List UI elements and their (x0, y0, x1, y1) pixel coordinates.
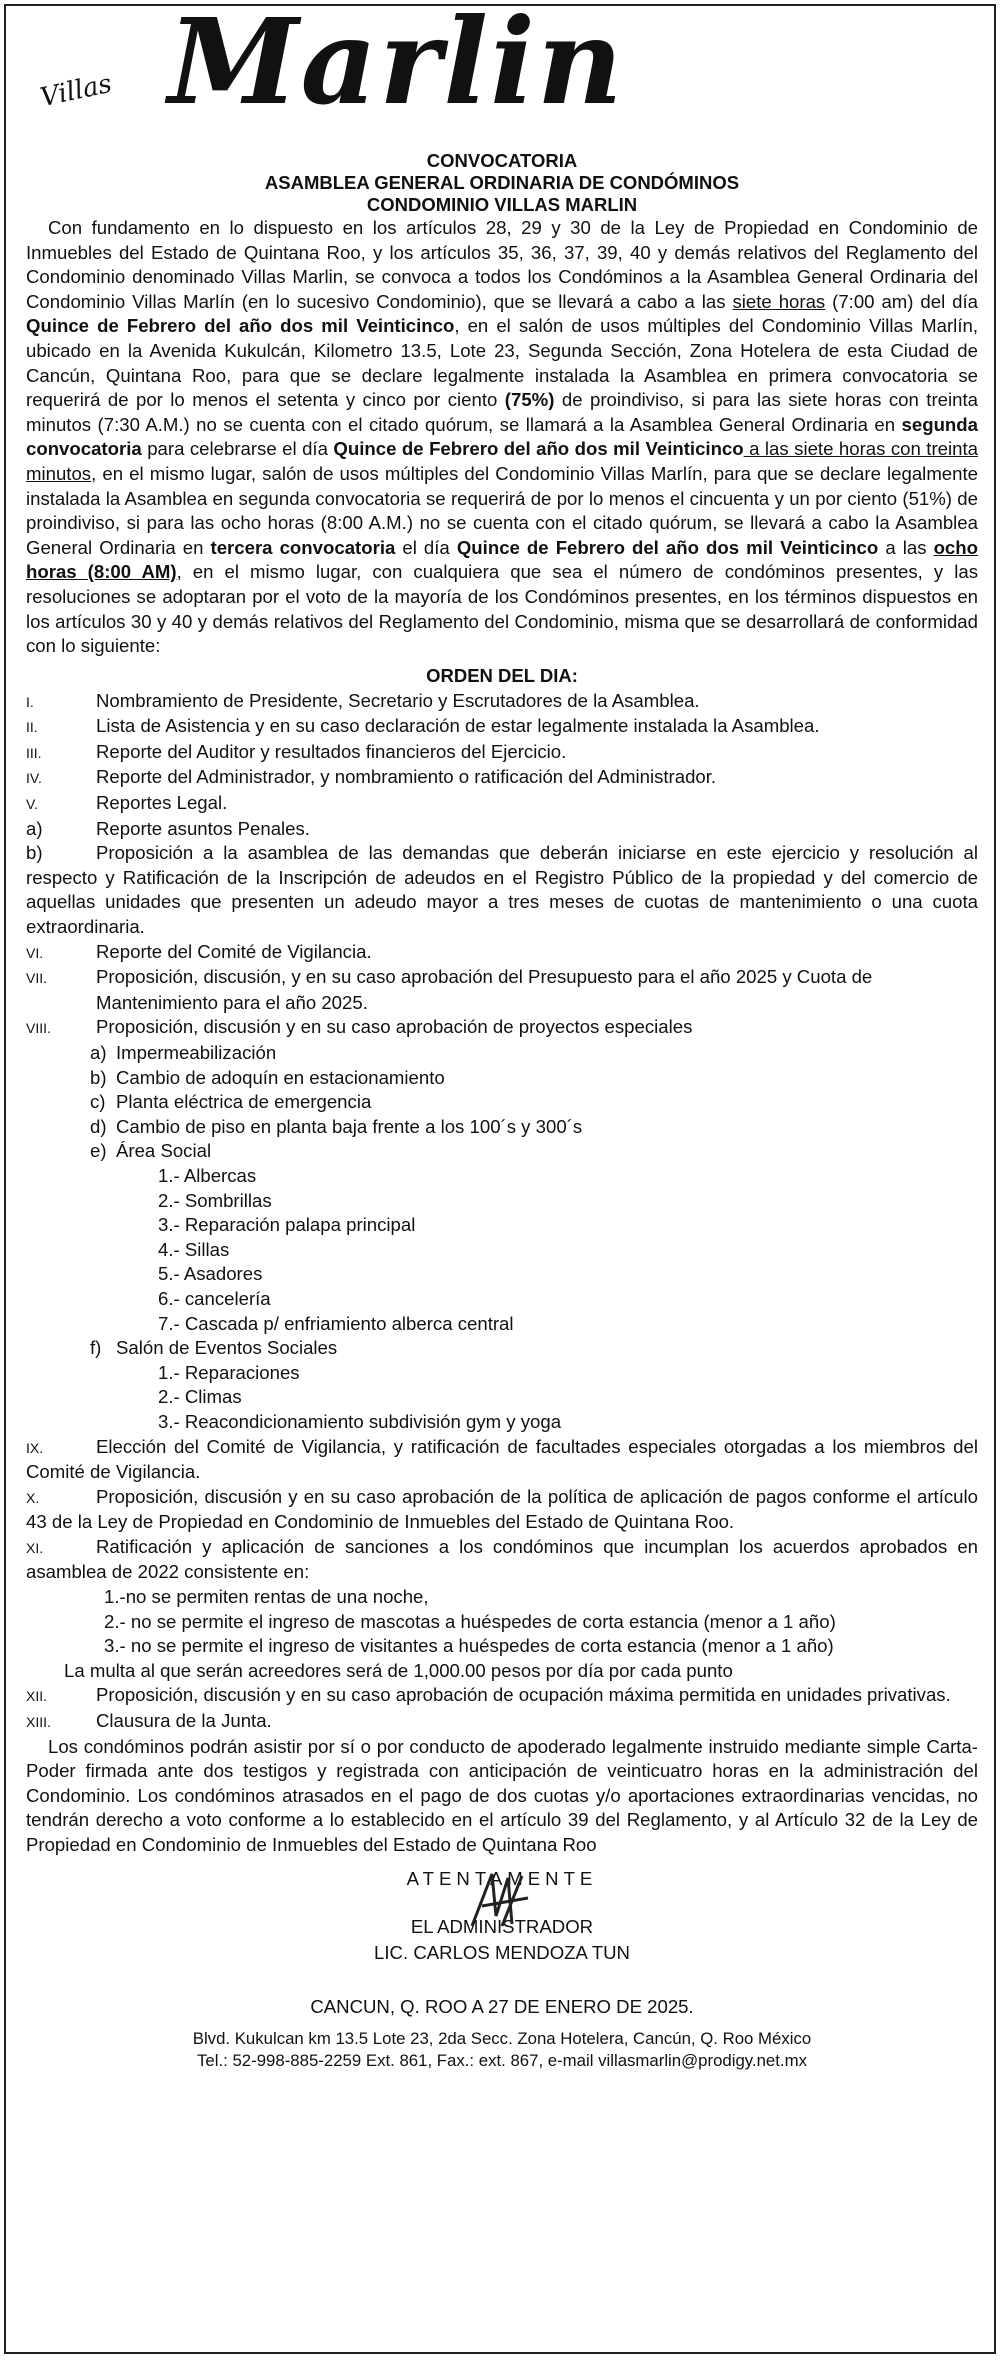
footer-address: Blvd. Kukulcan km 13.5 Lote 23, 2da Secc. Zona Hotelera, Cancún, Q. Roo México (192, 2028, 812, 2048)
agenda-subitem (26, 817, 978, 842)
social-item: 5.- Asadores (158, 1263, 263, 1285)
intro-third-call: tercera convocatoria (210, 536, 396, 558)
agenda-item (26, 965, 978, 1015)
agenda-number: III. (26, 744, 42, 761)
document-date: CANCUN, Q. ROO A 27 DE ENERO DE 2025. (310, 1995, 694, 2017)
agenda-text: Proposición a la asamblea de las demandas que deberán iniciarse en este ejercicio y resolución al respecto y Ratificación de la Inscripción de adeudos en el Registro Público de la propiedad y del comercio de aquellas unidades que presenten un adeudo mayor a tres meses de cuotas de mantenimiento o una cuota extraordinaria. (26, 842, 978, 938)
agenda-number: XI. (26, 1539, 44, 1556)
events-item: 1.- Reparaciones (158, 1361, 300, 1383)
project-letter: b) (90, 1066, 107, 1088)
intro-text: el día (395, 536, 457, 558)
agenda-text: Proposición, discusión y en su caso aprobación de proyectos especiales (96, 1016, 693, 1038)
footer-contact: Tel.: 52-998-885-2259 Ext. 861, Fax.: ext. 867, e-mail villasmarlin@prodigy.net.mx (197, 2050, 807, 2070)
agenda-text: Elección del Comité de Vigilancia, y ratificación de facultades especiales otorgadas a los miembros del Comité de Vigilancia. (26, 1435, 978, 1483)
agenda-letter: a) (26, 817, 43, 839)
agenda-text: Clausura de la Junta. (96, 1710, 272, 1732)
project-item (26, 1041, 978, 1066)
intro-text: (7:00 am) del día (825, 290, 978, 312)
agenda-item (26, 1435, 978, 1485)
intro-text: , en el mismo lugar, salón de usos múltiples del Condominio Villas Marlín, para que se declare legalmente instalada la Asamblea en segunda convocatoria se requerirá de por lo menos el cincuenta y un por ciento (51%) de proindiviso, si para las ocho horas (8:00 A.M.) no se cuenta con el citado quórum, se llevará a cabo la Asamblea General Ordinaria en (26, 462, 978, 558)
intro-text: de proindiviso, si para las siete horas con treinta minutos (7:30 A.M.) no se cuenta con el citado quórum, se llamará a la Asamblea General Ordinaria en (26, 389, 978, 435)
project-letter: f) (90, 1337, 102, 1359)
project-text: Salón de Eventos Sociales (116, 1337, 338, 1359)
social-item: 6.- cancelería (158, 1287, 271, 1309)
intro-date-second: Quince de Febrero del año dos mil Veinticinco (333, 438, 744, 460)
signature-scribble (462, 1866, 542, 1936)
logo-marlin-text: Marlin (168, 0, 625, 131)
agenda-title: ORDEN DEL DIA: (426, 664, 578, 686)
agenda-text: Reporte asuntos Penales. (96, 817, 310, 839)
intro-text: , en el mismo lugar, con cualquiera que sea el número de condóminos presentes, y las resoluciones se adoptaran por el voto de la mayoría de los Condóminos presentes, en los términos dispuestos en los artículos 30 y 40 y demás relativos del Reglamento del Condominio, misma que se desarrollará de conformidad con lo siguiente: (26, 561, 978, 657)
project-letter: d) (90, 1115, 107, 1137)
agenda-number: XIII. (26, 1714, 51, 1731)
agenda-number: I. (26, 693, 34, 710)
signature-name: LIC. CARLOS MENDOZA TUN (374, 1941, 630, 1963)
sanction-item: 3.- no se permite el ingreso de visitantes a huéspedes de corta estancia (menor a 1 año) (104, 1635, 834, 1657)
intro-quorum-first: (75%) (504, 389, 555, 411)
agenda-number: X. (26, 1489, 40, 1506)
project-letter: e) (90, 1140, 107, 1162)
signature-role: EL ADMINISTRADOR (410, 1915, 594, 1937)
intro-paragraph (26, 216, 978, 659)
agenda-item (26, 1015, 978, 1041)
agenda-text: Nombramiento de Presidente, Secretario y Escrutadores de la Asamblea. (96, 689, 700, 711)
events-item: 2.- Climas (158, 1386, 242, 1408)
project-item (26, 1115, 978, 1140)
project-item (26, 1336, 978, 1361)
fine-note: La multa al que serán acreedores será de 1,000.00 pesos por día por cada punto (64, 1659, 733, 1681)
agenda-text: Ratificación y aplicación de sanciones a los condóminos que incumplan los acuerdos aprobados en asamblea de 2022 consistente en: (26, 1535, 978, 1583)
agenda-item (26, 765, 978, 791)
intro-date-third: Quince de Febrero del año dos mil Veinticinco (456, 536, 879, 558)
intro-date-first: Quince de Febrero del año dos mil Veinticinco (26, 315, 455, 337)
agenda-text: Reporte del Comité de Vigilancia. (96, 940, 372, 962)
social-item: 4.- Sillas (158, 1238, 230, 1260)
intro-text: para celebrarse el día (141, 438, 334, 460)
project-item (26, 1090, 978, 1115)
agenda-text: Reportes Legal. (96, 792, 228, 814)
document-heading (26, 150, 978, 216)
sanction-item: 2.- no se permite el ingreso de mascotas a huéspedes de corta estancia (menor a 1 año) (104, 1610, 836, 1632)
social-item: 3.- Reparación palapa principal (158, 1214, 416, 1236)
villas-marlin-logo (26, 0, 978, 150)
project-text: Cambio de adoquín en estacionamiento (116, 1066, 445, 1088)
agenda-item (26, 714, 978, 740)
agenda-item (26, 689, 978, 715)
agenda-text: Proposición, discusión, y en su caso aprobación del Presupuesto para el año 2025 y Cuota de (96, 966, 873, 988)
intro-text: , en el salón de usos múltiples del Condominio Villas Marlín, ubicado en la Avenida Kukulcán, Kilometro 13.5, Lote 23, Segunda Sección, Zona Hotelera de esta Ciudad de Cancún, Quintana Roo, para que se declare legalmente instalada la Asamblea en primera convocatoria se requerirá de por lo menos el setenta y cinco por ciento (26, 315, 978, 411)
events-item: 3.- Reacondicionamiento subdivisión gym y yoga (158, 1410, 562, 1432)
agenda-item (26, 791, 978, 817)
agenda-item (26, 1709, 978, 1735)
intro-time-third: ocho horas (8:00 AM) (26, 536, 978, 583)
agenda-number: II. (26, 719, 38, 736)
project-letter: a) (90, 1042, 107, 1063)
atentamente-text: ATENTAMENTE (406, 1867, 598, 1889)
agenda-item (26, 1683, 978, 1709)
project-text: Planta eléctrica de emergencia (116, 1091, 372, 1113)
agenda-text: Reporte del Administrador, y nombramiento o ratificación del Administrador. (96, 766, 717, 788)
agenda-number: V. (26, 796, 38, 813)
intro-text: a las (878, 536, 934, 558)
heading-convocatoria: CONVOCATORIA (426, 150, 578, 171)
intro-second-call: segunda convocatoria (26, 413, 978, 460)
agenda-letter: b) (26, 842, 43, 864)
agenda-text-continued: Mantenimiento para el año 2025. (96, 991, 368, 1013)
agenda-item (26, 740, 978, 766)
agenda-text: Proposición, discusión y en su caso aprobación de ocupación máxima permitida en unidades privativas. (96, 1684, 951, 1706)
agenda-number: IX. (26, 1439, 44, 1456)
closing-paragraph: Los condóminos podrán asistir por sí o por conducto de apoderado legalmente instruido mediante simple Carta-Poder firmada ante dos testigos y registrada con anticipación de veinticuatro horas en la administración del Condominio. Los condóminos atrasados en el pago de dos cuotas y/o aportaciones extraordinarias vencidas, no tendrán derecho a voto conforme a lo establecido en el artículo 39 del Reglamento, y al Artículo 32 de la Ley de Propiedad en Condominio de Inmuebles del Estado de Quintana Roo (26, 1735, 978, 1855)
agenda-text: Reporte del Auditor y resultados financieros del Ejercicio. (96, 740, 567, 762)
agenda-item (26, 940, 978, 966)
project-text: Área Social (116, 1140, 212, 1162)
project-item (26, 1066, 978, 1091)
agenda-number: VIII. (26, 1020, 51, 1037)
logo-villas-text: Villas (37, 68, 115, 114)
signature-block (26, 1866, 978, 1966)
social-item: 1.- Albercas (158, 1164, 257, 1186)
project-letter: c) (90, 1091, 106, 1113)
agenda-item (26, 1485, 978, 1535)
intro-text: Con fundamento en lo dispuesto en los artículos 28, 29 y 30 de la Ley de Propiedad en Condominio de Inmuebles del Estado de Quintana Roo, y los artículos 35, 36, 37, 39, 40 y demás relativos del Reglamento del Condominio denominado Villas Marlin, se convoca a todos los Condóminos a la Asamblea General Ordinaria del Condominio Villas Marlín (en lo sucesivo Condominio), que se llevará a cabo a las (26, 217, 978, 312)
heading-condominio: CONDOMINIO VILLAS MARLIN (366, 194, 638, 215)
agenda-number: VII. (26, 970, 48, 987)
agenda-text: Lista de Asistencia y en su caso declaración de estar legalmente instalada la Asamblea. (96, 715, 820, 737)
intro-time-first: siete horas (732, 290, 826, 312)
project-item (26, 1139, 978, 1164)
project-text: Impermeabilización (116, 1042, 277, 1063)
social-item: 2.- Sombrillas (158, 1189, 272, 1211)
agenda-number: VI. (26, 944, 44, 961)
heading-asamblea: ASAMBLEA GENERAL ORDINARIA DE CONDÓMINOS (264, 172, 740, 193)
agenda-text: Proposición, discusión y en su caso aprobación de la política de aplicación de pagos conforme el artículo 43 de la Ley de Propiedad en Condominio de Inmuebles del Estado de Quintana Roo. (26, 1485, 978, 1533)
agenda-number: IV. (26, 770, 42, 787)
agenda-number: XII. (26, 1688, 48, 1705)
agenda-subitem (26, 841, 978, 939)
sanction-item: 1.-no se permiten rentas de una noche, (104, 1586, 429, 1608)
agenda-item (26, 1535, 978, 1585)
footer (26, 2028, 978, 2072)
project-text: Cambio de piso en planta baja frente a los 100´s y 300´s (116, 1115, 583, 1137)
intro-time-second: a las siete horas con treinta minutos (26, 438, 978, 484)
social-item: 7.- Cascada p/ enfriamiento alberca central (158, 1312, 514, 1334)
convocatoria-document (26, 0, 978, 2072)
